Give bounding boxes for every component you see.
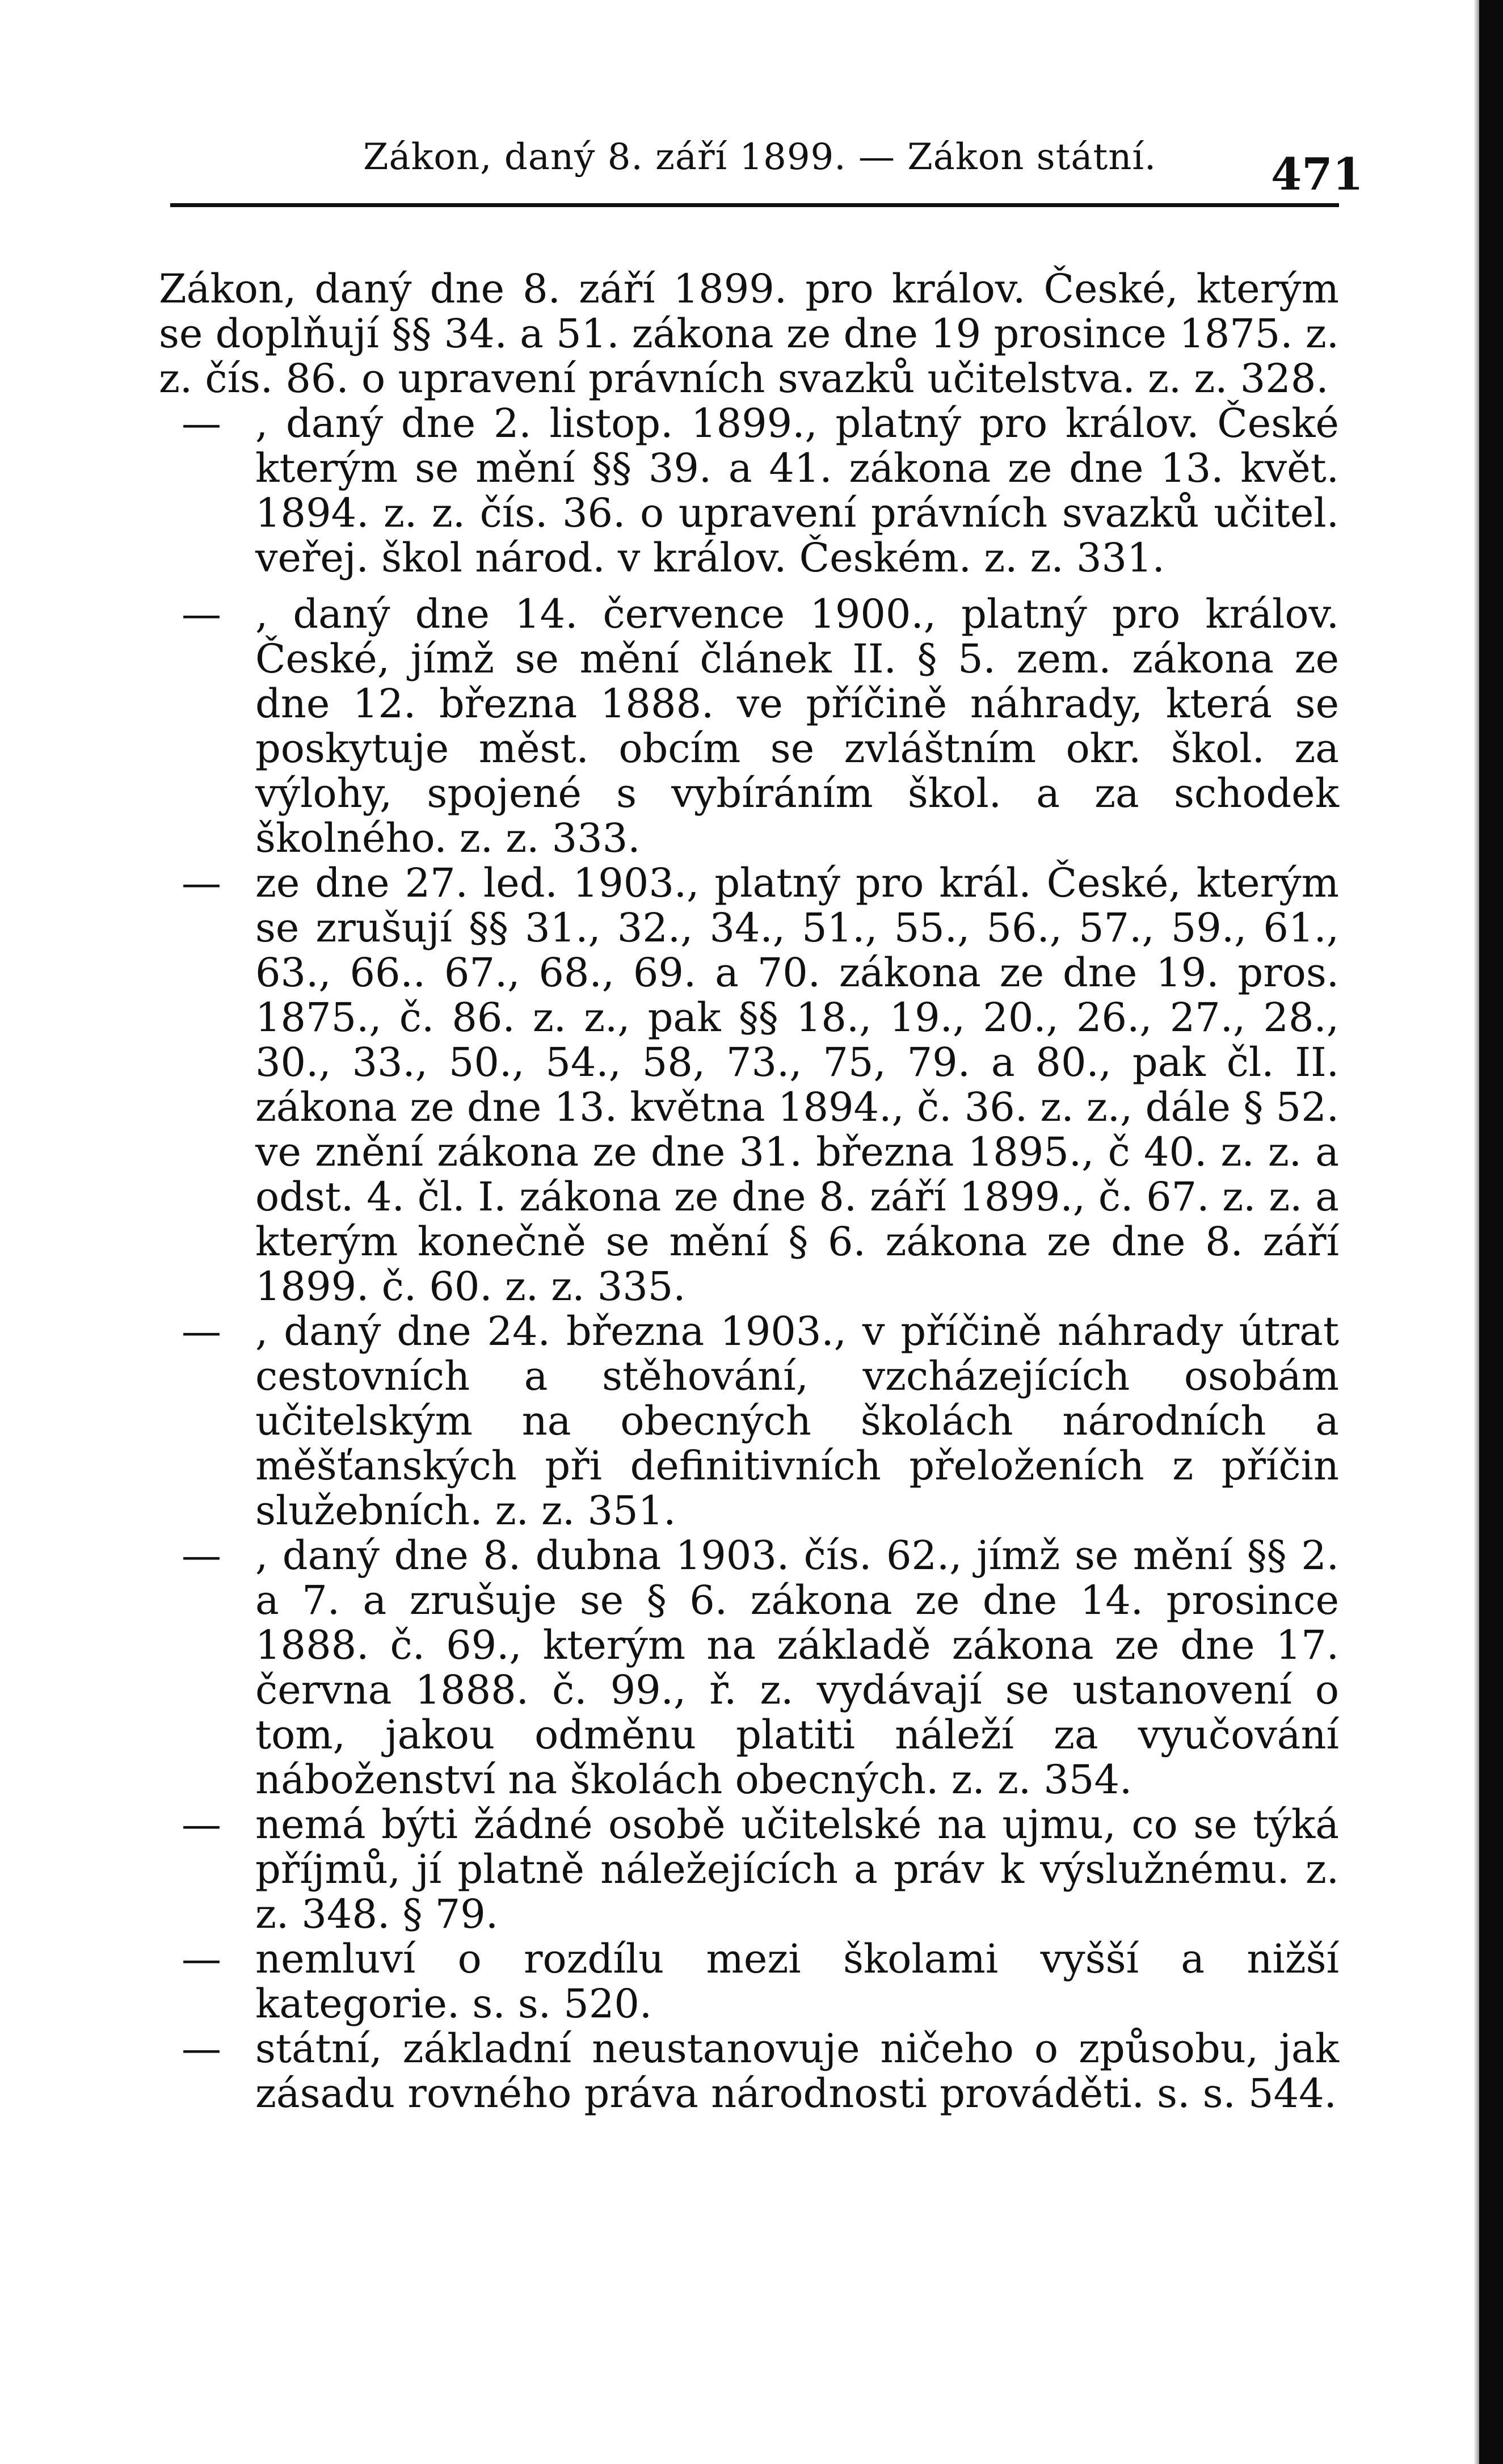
entry-text: , daný dne 8. dubna 1903. čís. 62., jímž se mění §§ 2. a 7. a zrušuje se § 6. zákona ze dne 14. prosince 1888. č. 69., kterým na základě zákona ze dne 17. června 1888. č. 99., ř. z. vydávají se ustanovení o tom, jakou odměnu platiti náleží za vyučování náboženství na školách obecných. z. z. 354. [255, 1532, 1339, 1803]
entry-text: ze dne 27. led. 1903., platný pro král. České, kterým se zrušují §§ 31., 32., 34., 51., 55., 56., 57., 59., 61., 63., 66.. 67., 68., 69. a 70. zákona ze dne 19. pros. 1875., č. 86. z. z., pak §§ 18., 19., 20., 26., 27., 28., 30., 33., 50., 54., 58, 73., 75, 79. a 80., pak čl. II. zákona ze dne 13. května 1894., č. 36. z. z., dále § 52. ve znění zákona ze dne 31. března 1895., č 40. z. z. a odst. 4. čl. I. zákona ze dne 8. září 1899., č. 67. z. z. a kterým konečně se mění § 6. zákona ze dne 8. září 1899. č. 60. z. z. 335. [255, 860, 1339, 1310]
header-rule [170, 203, 1339, 207]
entry-text: Zákon, daný dne 8. září 1899. pro králov. České, kterým se doplňují §§ 34. a 51. zákona ze dne 19 prosince 1875. z. z. čís. 86. o upravení právních svazků učitelstva. z. z. 328. [159, 266, 1339, 402]
continuation-dash: — [182, 591, 221, 637]
running-header: Zákon, daný 8. září 1899. — Zákon státní. [363, 136, 1157, 178]
continuation-dash: — [182, 1308, 221, 1355]
scan-border [1479, 0, 1503, 2464]
continuation-dash: — [182, 1801, 221, 1848]
index-entry [159, 2026, 1339, 2116]
entry-text: nemá býti žádné osobě učitelské na ujmu, co se týká příjmů, jí platně náležejících a práv k výslužnému. z. z. 348. § 79. [255, 1801, 1339, 1937]
index-entry [159, 1937, 1339, 2026]
index-entry [159, 592, 1339, 861]
page-number: 471 [1271, 149, 1363, 200]
index-entry [159, 401, 1339, 581]
entry-text: , daný dne 24. března 1903., v příčině náhrady útrat cestovních a stěhování, vzcházejících osobám učitelským na obecných školách národních a měšťanských při definitivních přeloženích z příčin služebních. z. z. 351. [255, 1308, 1339, 1534]
entry-text: , daný dne 14. července 1900., platný pro králov. České, jímž se mění článek II. § 5. zem. zákona ze dne 12. března 1888. ve příčině náhrady, která se poskytuje měst. obcím se zvláštním okr. škol. za výlohy, spojené s vybíráním škol. a za schodek školného. z. z. 333. [255, 591, 1339, 861]
entry-text: , daný dne 2. listop. 1899., platný pro králov. České kterým se mění §§ 39. a 41. zákona ze dne 13. květ. 1894. z. z. čís. 36. o upravení právních svazků učitel. veřej. škol národ. v králov. Českém. z. z. 331. [255, 400, 1339, 581]
index-entry [159, 267, 1339, 401]
index-entry [159, 861, 1339, 1309]
continuation-dash: — [182, 2025, 221, 2072]
index-entry [159, 1533, 1339, 1802]
entry-text: nemluví o rozdílu mezi školami vyšší a nižší kategorie. s. s. 520. [255, 1936, 1339, 2027]
index-entry [159, 1309, 1339, 1533]
continuation-dash: — [182, 1936, 221, 1982]
continuation-dash: — [182, 1532, 221, 1579]
continuation-dash: — [182, 860, 221, 906]
entry-text: státní, základní neustanovuje ničeho o způsobu, jak zásadu rovného práva národnosti prováděti. s. s. 544. [255, 2025, 1339, 2117]
index-entries [159, 267, 1339, 2116]
index-entry [159, 1802, 1339, 1937]
continuation-dash: — [182, 400, 221, 447]
